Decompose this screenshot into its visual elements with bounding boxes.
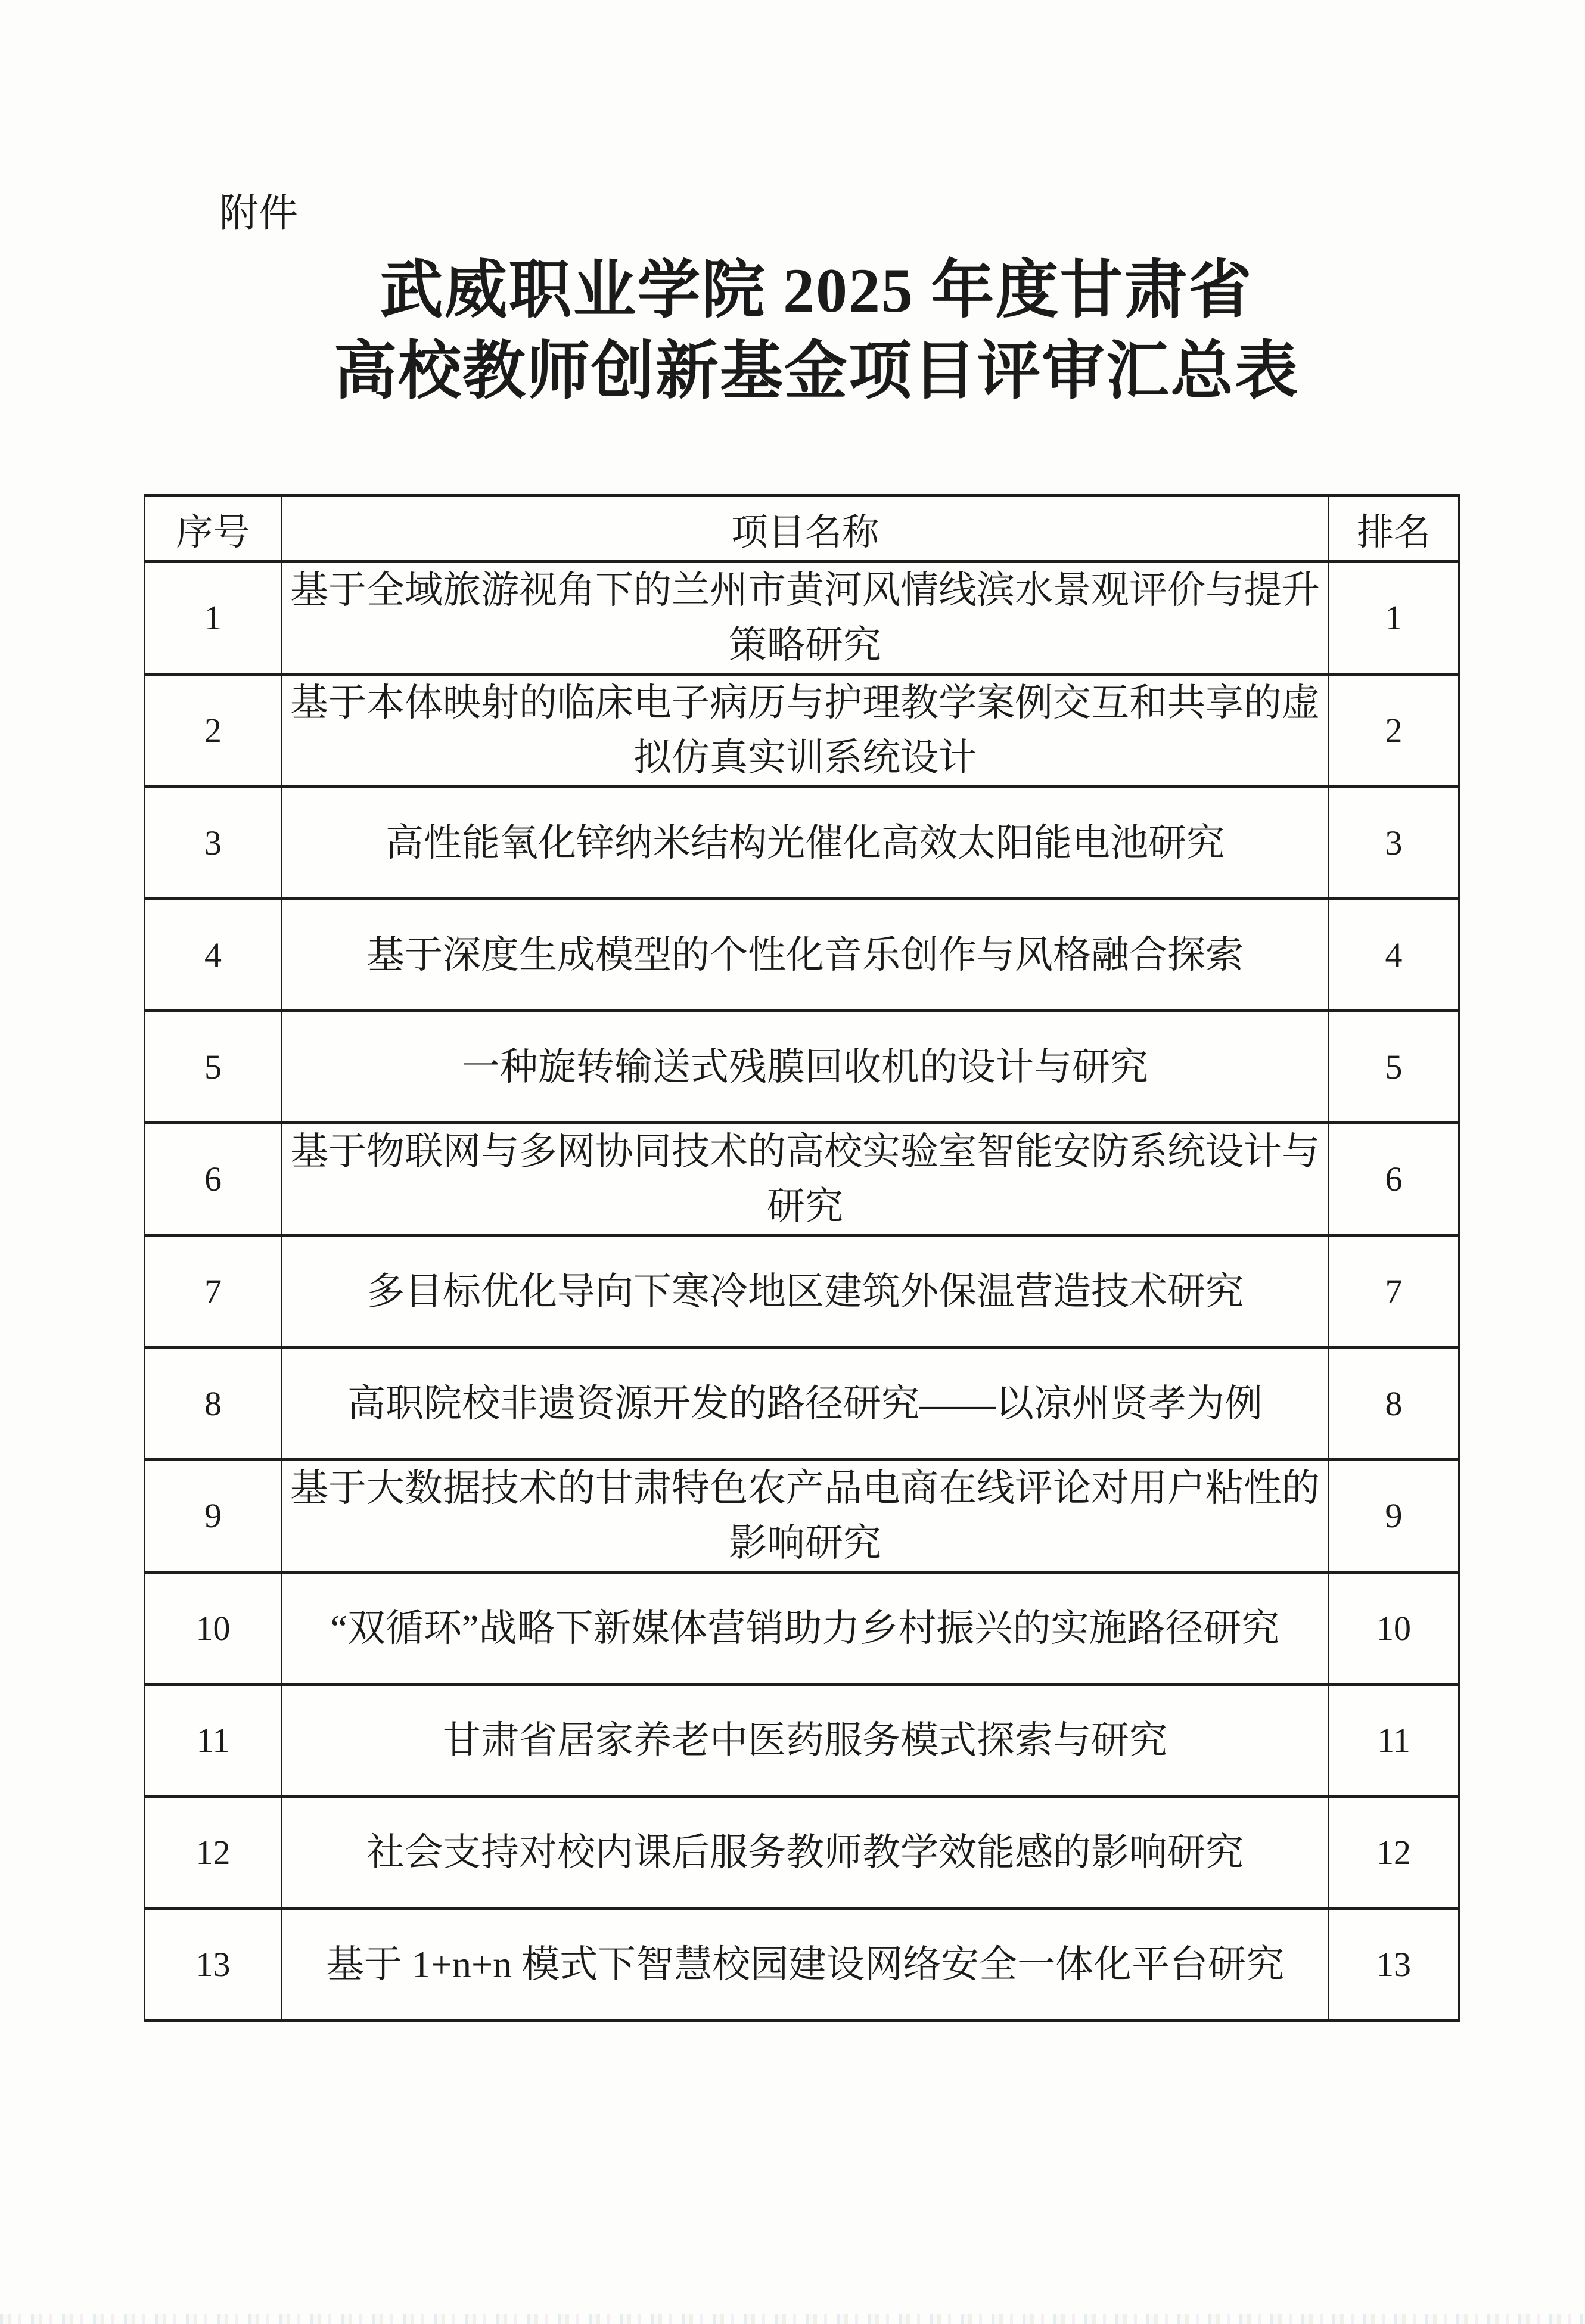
table-row xyxy=(145,787,1459,899)
row-rank: 11 xyxy=(1329,1685,1459,1797)
review-summary-table xyxy=(144,494,1460,2022)
attachment-label: 附件 xyxy=(219,192,298,235)
row-rank: 5 xyxy=(1329,1011,1459,1123)
header-project-name: 项目名称 xyxy=(282,496,1329,562)
row-rank: 13 xyxy=(1329,1909,1459,2021)
project-name: 多目标优化导向下寒冷地区建筑外保温营造技术研究 xyxy=(282,1236,1329,1348)
project-name: 一种旋转输送式残膜回收机的设计与研究 xyxy=(282,1011,1329,1123)
table-row xyxy=(145,899,1459,1011)
row-index: 5 xyxy=(145,1011,282,1123)
row-rank: 2 xyxy=(1329,675,1459,787)
project-name: 基于深度生成模型的个性化音乐创作与风格融合探索 xyxy=(282,899,1329,1011)
header-index: 序号 xyxy=(145,496,282,562)
row-rank: 7 xyxy=(1329,1236,1459,1348)
row-rank: 4 xyxy=(1329,899,1459,1011)
table-row xyxy=(145,1797,1459,1909)
table-row xyxy=(145,1909,1459,2021)
row-index: 13 xyxy=(145,1909,282,2021)
row-index: 8 xyxy=(145,1348,282,1460)
table-row xyxy=(145,1685,1459,1797)
project-name: 基于本体映射的临床电子病历与护理教学案例交互和共享的虚拟仿真实训系统设计 xyxy=(282,675,1329,787)
row-rank: 12 xyxy=(1329,1797,1459,1909)
document-title xyxy=(48,250,1585,412)
row-index: 10 xyxy=(145,1573,282,1685)
row-index: 1 xyxy=(145,562,282,675)
table-row xyxy=(145,1460,1459,1573)
project-name: 基于 1+n+n 模式下智慧校园建设网络安全一体化平台研究 xyxy=(282,1909,1329,2021)
row-rank: 10 xyxy=(1329,1573,1459,1685)
row-index: 11 xyxy=(145,1685,282,1797)
row-rank: 9 xyxy=(1329,1460,1459,1573)
project-name: “双循环”战略下新媒体营销助力乡村振兴的实施路径研究 xyxy=(282,1573,1329,1685)
row-index: 4 xyxy=(145,899,282,1011)
table-row xyxy=(145,1011,1459,1123)
project-name: 高性能氧化锌纳米结构光催化高效太阳能电池研究 xyxy=(282,787,1329,899)
header-rank: 排名 xyxy=(1329,496,1459,562)
table-row xyxy=(145,1123,1459,1236)
row-index: 9 xyxy=(145,1460,282,1573)
table-header-row xyxy=(145,496,1459,562)
title-line-2: 高校教师创新基金项目评审汇总表 xyxy=(334,337,1299,406)
row-index: 3 xyxy=(145,787,282,899)
row-rank: 1 xyxy=(1329,562,1459,675)
project-name: 基于大数据技术的甘肃特色农产品电商在线评论对用户粘性的影响研究 xyxy=(282,1460,1329,1573)
project-name: 高职院校非遗资源开发的路径研究——以凉州贤孝为例 xyxy=(282,1348,1329,1460)
title-line-1: 武威职业学院 2025 年度甘肃省 xyxy=(380,256,1253,325)
row-rank: 3 xyxy=(1329,787,1459,899)
scan-noise-strip xyxy=(0,2314,1585,2324)
table-body xyxy=(145,562,1459,2021)
row-index: 6 xyxy=(145,1123,282,1236)
table-row xyxy=(145,675,1459,787)
table-row xyxy=(145,1348,1459,1460)
table-row xyxy=(145,562,1459,675)
project-name: 社会支持对校内课后服务教师教学效能感的影响研究 xyxy=(282,1797,1329,1909)
row-rank: 6 xyxy=(1329,1123,1459,1236)
row-index: 7 xyxy=(145,1236,282,1348)
table-row xyxy=(145,1573,1459,1685)
table-row xyxy=(145,1236,1459,1348)
project-name: 基于物联网与多网协同技术的高校实验室智能安防系统设计与研究 xyxy=(282,1123,1329,1236)
project-name: 基于全域旅游视角下的兰州市黄河风情线滨水景观评价与提升策略研究 xyxy=(282,562,1329,675)
project-name: 甘肃省居家养老中医药服务模式探索与研究 xyxy=(282,1685,1329,1797)
row-rank: 8 xyxy=(1329,1348,1459,1460)
row-index: 12 xyxy=(145,1797,282,1909)
row-index: 2 xyxy=(145,675,282,787)
